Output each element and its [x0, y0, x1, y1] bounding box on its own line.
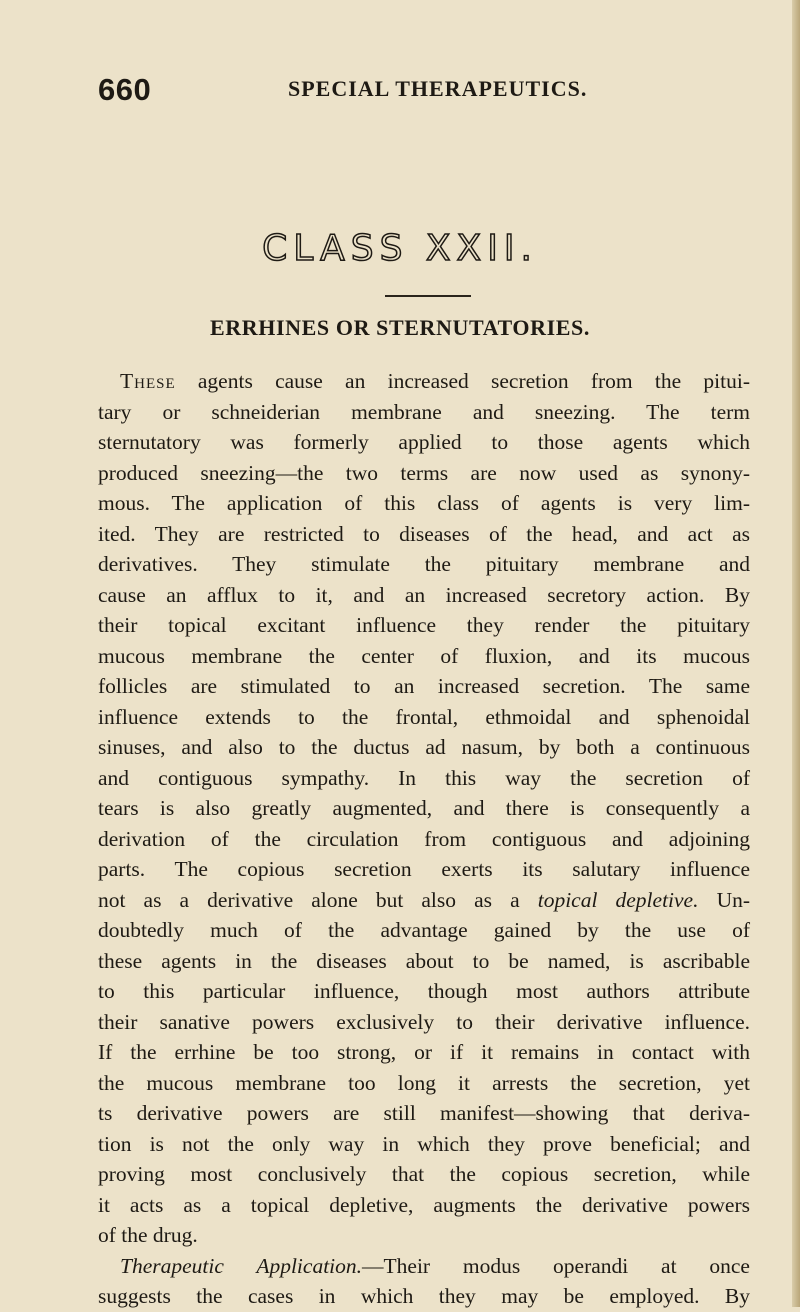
- paragraph-line: follicles are stimulated to an increased secretion. The same: [98, 674, 750, 698]
- paragraph-line: cause an afflux to it, and an increased secretory action. By: [98, 582, 750, 607]
- paragraph-line: suggests the cases in which they may be employed. By: [98, 1284, 750, 1308]
- class-title: CLASS XXII.: [262, 228, 538, 269]
- paragraph-line: sinuses, and also to the ductus ad nasum, by both a continuous: [98, 735, 750, 759]
- paragraph-line: derivation of the circulation from contiguous and adjoining: [98, 826, 750, 851]
- paragraph-line-italic: not as a derivative alone but also as a topical depletive. Un-: [98, 887, 750, 912]
- paragraph-2-line-1: Therapeutic Application.—Their modus operandi at once: [120, 1253, 750, 1278]
- paragraph-line: influence extends to the frontal, ethmoidal and sphenoidal: [98, 704, 750, 729]
- paragraph-line: derivatives. They stimulate the pituitary membrane and: [98, 552, 750, 576]
- paragraph-line: If the errhine be too strong, or if it remains in contact with: [98, 1040, 750, 1064]
- paragraph-line: their sanative powers exclusively to their derivative influence.: [98, 1009, 750, 1034]
- page-number: 660: [98, 72, 152, 107]
- paragraph-line: the mucous membrane too long it arrests the secretion, yet: [98, 1070, 750, 1095]
- topical-depletive-term: topical depletive.: [537, 887, 699, 912]
- paragraph-line: it acts as a topical depletive, augments the derivative powers: [98, 1192, 750, 1217]
- therapeutic-application-heading: Therapeutic Application.: [120, 1253, 363, 1278]
- section-title: ERRHINES OR STERNUTATORIES.: [210, 315, 590, 340]
- paragraph-line: parts. The copious secretion exerts its salutary influence: [98, 857, 750, 881]
- paragraph-line: ts derivative powers are still manifest—showing that deriva-: [98, 1101, 750, 1125]
- running-head: SPECIAL THERAPEUTICS.: [288, 76, 588, 101]
- body-text: [98, 366, 750, 1312]
- paragraph-line: their topical excitant influence they render the pituitary: [98, 613, 750, 637]
- paragraph-line: tears is also greatly augmented, and there is consequently a: [98, 796, 750, 820]
- paragraph-line: sternutatory was formerly applied to those agents which: [98, 430, 750, 454]
- paragraph-line: these agents in the diseases about to be named, is ascribable: [98, 948, 750, 973]
- lead-word: These: [120, 369, 176, 393]
- paragraph-1-line-1: These agents cause an increased secretion from the pitui-: [120, 369, 750, 393]
- page-edge-shadow: [792, 0, 800, 1307]
- paragraph-line: proving most conclusively that the copious secretion, while: [98, 1162, 750, 1186]
- paragraph-line: and contiguous sympathy. In this way the secretion of: [98, 765, 750, 790]
- paragraph-last-line: of the drug.: [98, 1223, 198, 1247]
- paragraph-line: ited. They are restricted to diseases of the head, and act as: [98, 521, 750, 546]
- paragraph-line: tary or schneiderian membrane and sneezing. The term: [98, 399, 750, 424]
- paragraph-line: produced sneezing—the two terms are now used as synony-: [98, 460, 750, 485]
- paragraph-line: to this particular influence, though most authors attribute: [98, 979, 750, 1003]
- title-rule: [385, 295, 471, 297]
- paragraph-line: tion is not the only way in which they prove beneficial; and: [98, 1131, 750, 1156]
- paragraph-line: doubtedly much of the advantage gained by the use of: [98, 918, 750, 942]
- page-header: [98, 72, 748, 112]
- paragraph-line: mucous membrane the center of fluxion, and its mucous: [98, 643, 750, 668]
- paragraph-line: mous. The application of this class of agents is very lim-: [98, 491, 750, 515]
